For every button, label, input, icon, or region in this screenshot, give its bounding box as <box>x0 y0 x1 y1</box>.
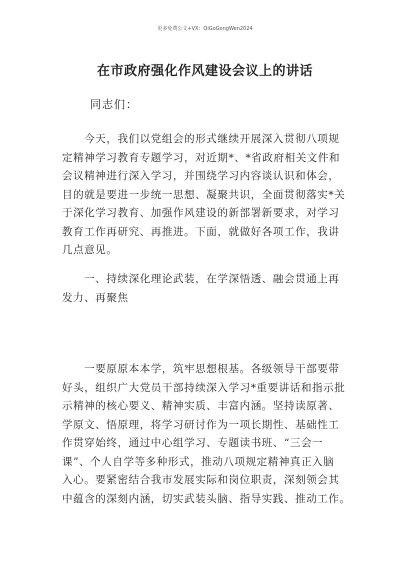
text-line: 学原文、悟原理，将学习研讨作为一项长期性、基础性工 <box>62 418 340 431</box>
text-line: 于深化学习教育、加强作风建设的新部署新要求，对学习 <box>62 207 340 219</box>
text-line: 中蕴含的深刻内涵，切实武装头脑、指导实践、推动工作。 <box>62 492 351 505</box>
text-line: 入心。要紧密结合我市发展实际和岗位职责，深刻领会其 <box>62 474 340 486</box>
section-heading-1 <box>62 270 358 307</box>
text-line: 好头，组织广大党员干部持续深入学习*重要讲话和指示批 <box>62 381 346 394</box>
text-line: 一要原原本本学，筑牢思想根基。各级领导干部要带 <box>62 363 340 375</box>
text-line: 一、持续深化理论武装，在学深悟透、融会贯通上再 <box>62 273 340 285</box>
salutation: 同志们： <box>90 98 138 111</box>
body-paragraph-intro <box>62 130 358 260</box>
text-line: 课”、个人自学等多种形式，推动八项规定精神真正入脑 <box>62 455 335 468</box>
text-line: 今天，我们以党组会的形式继续开展深入贯彻八项规 <box>62 133 340 145</box>
text-line: 定精神学习教育专题学习，对近期*、*省政府相关文件和 <box>62 151 341 164</box>
text-line: 会议精神进行深入学习，并围绕学习内容谈认识和体会， <box>62 170 340 182</box>
text-line: 几点意见。 <box>62 244 118 256</box>
body-paragraph-study <box>62 360 358 508</box>
text-line: 发力、再聚焦 <box>62 291 129 304</box>
text-line: 目的就是要进一步统一思想、凝聚共识，全面贯彻落实*关 <box>62 188 346 201</box>
page-title: 在市政府强化作风建设会议上的讲话 <box>96 64 313 79</box>
text-line: 教育工作再研究、再推进。下面，就做好各项工作，我讲 <box>62 225 340 238</box>
text-line: 作贯穿始终，通过中心组学习、专题读书班、“三会一 <box>62 437 324 449</box>
text-line: 示精神的核心要义、精神实质、丰富内涵。坚持读原著、 <box>62 400 340 412</box>
header-note: 更多免费公文+VX：QiGoGongWen2024 <box>157 26 253 32</box>
